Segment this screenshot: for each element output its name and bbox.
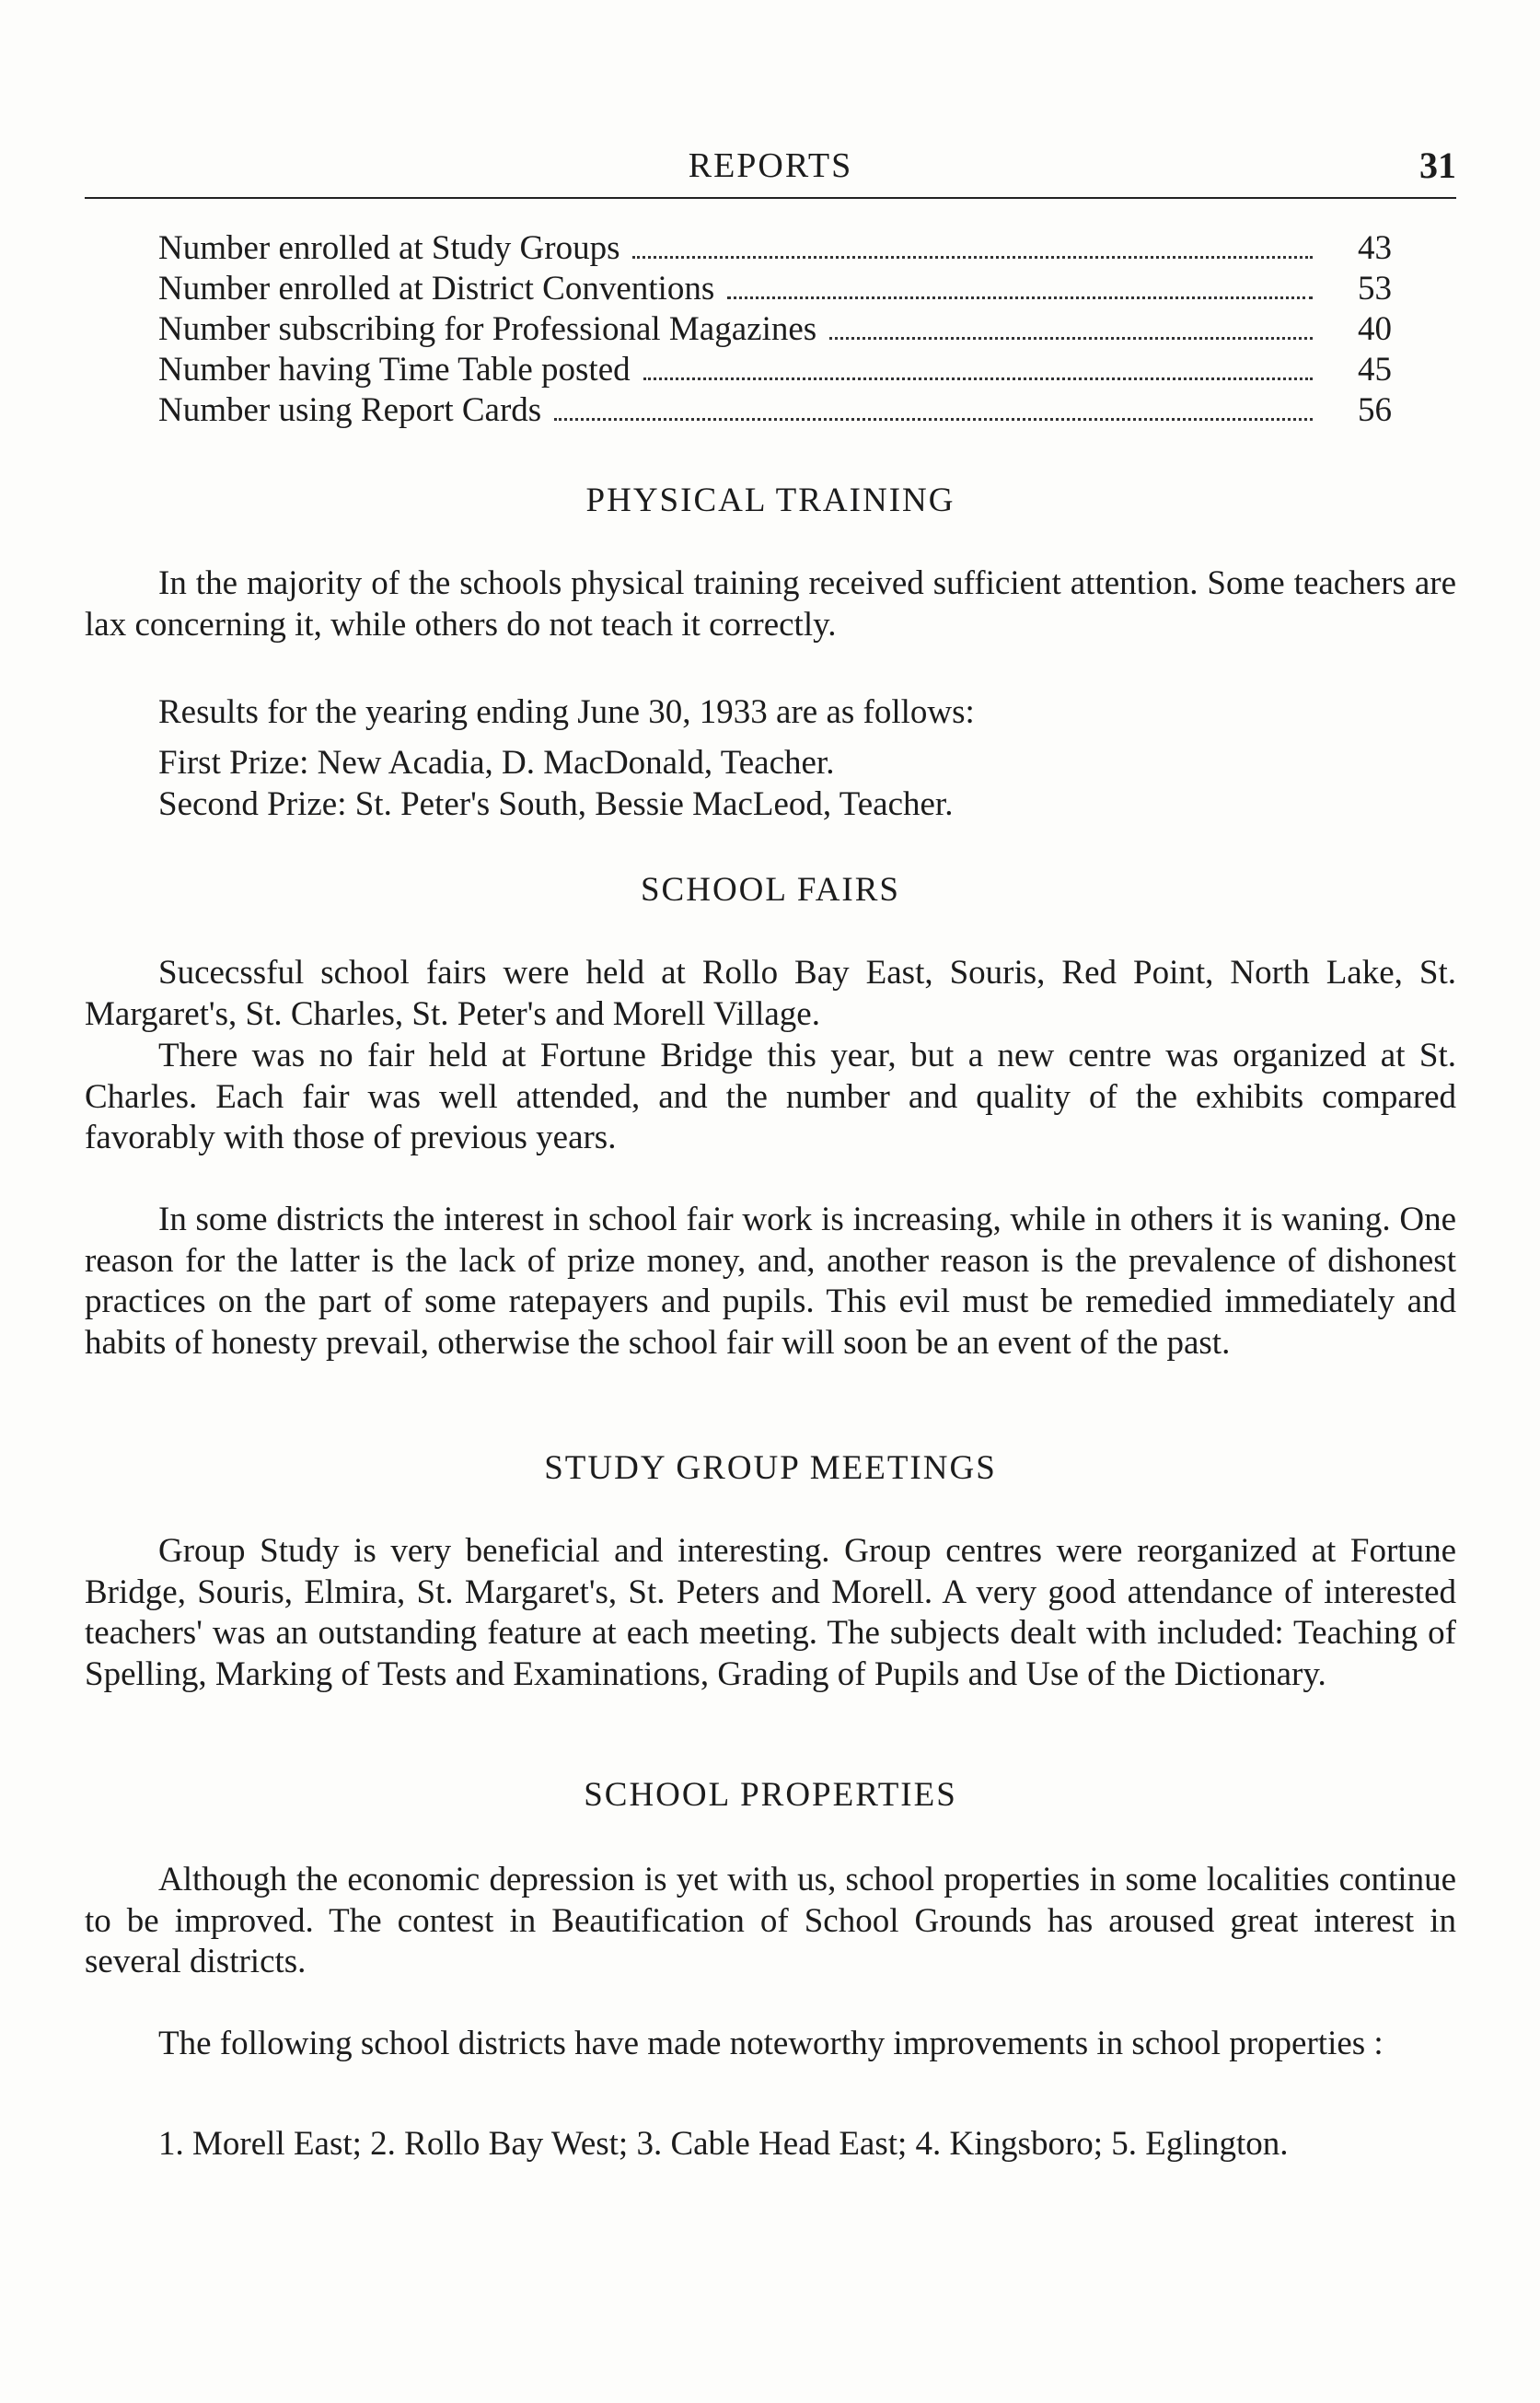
dot-leader [554, 418, 1313, 421]
stat-label: Number using Report Cards [158, 391, 542, 429]
stat-label: Number enrolled at District Conventions [158, 270, 715, 308]
school-fairs-paragraph-3: In some districts the interest in school fair work is increasing, while in others it is waning. One reason for the latter is the lack of prize money, and, another reason is the prevalence of dishonest practices on the part of some ratepayers and pupils. This evil must be remedied immediately and habits of honesty prevail, otherwise the school fair will soon be an event of the past. [85, 1201, 1456, 1362]
statistics-list [158, 228, 1392, 431]
stat-row [158, 309, 1392, 350]
dot-leader [727, 296, 1313, 299]
school-properties-paragraph-2: The following school districts have made noteworthy improvements in school properties : [158, 2025, 1384, 2062]
stat-value: 45 [1358, 351, 1392, 389]
dot-leader [643, 377, 1313, 380]
section-heading-physical-training: PHYSICAL TRAINING [585, 482, 955, 519]
stat-value: 56 [1358, 391, 1392, 429]
stat-row [158, 350, 1392, 390]
dot-leader [632, 256, 1313, 259]
stat-label: Number having Time Table posted [158, 351, 631, 389]
improved-districts-list: 1. Morell East; 2. Rollo Bay West; 3. Cable Head East; 4. Kingsboro; 5. Eglington. [158, 2125, 1289, 2163]
stat-row [158, 269, 1392, 309]
study-group-paragraph: Group Study is very beneficial and interesting. Group centres were reorganized at Fortune Bridge, Souris, Elmira, St. Margaret's, St. Peters and Morell. A very good attendance of interested teachers' was an outstanding feature at each meeting. The subjects dealt with included: Teaching of Spelling, Marking of Tests and Examinations, Grading of Pupils and Use of the Dictionary. [85, 1532, 1456, 1693]
running-title: REPORTS [688, 146, 853, 185]
section-heading-school-fairs: SCHOOL FAIRS [640, 871, 901, 909]
dot-leader [829, 337, 1313, 340]
stat-value: 43 [1358, 229, 1392, 267]
stat-row [158, 228, 1392, 269]
stat-label: Number subscribing for Professional Magazines [158, 310, 817, 348]
school-fairs-paragraph-1: Sucecssful school fairs were held at Rollo Bay East, Souris, Red Point, North Lake, St. Margaret's, St. Charles, St. Peter's and Morell Village. [85, 954, 1456, 1033]
second-prize: Second Prize: St. Peter's South, Bessie MacLeod, Teacher. [158, 785, 954, 823]
first-prize: First Prize: New Acadia, D. MacDonald, Teacher. [158, 744, 835, 782]
stat-value: 53 [1358, 270, 1392, 308]
stat-value: 40 [1358, 310, 1392, 348]
section-heading-study-group-meetings: STUDY GROUP MEETINGS [544, 1449, 997, 1487]
stat-label: Number enrolled at Study Groups [158, 229, 620, 267]
page-number: 31 [1419, 145, 1456, 186]
school-properties-paragraph-1: Although the economic depression is yet with us, school properties in some localities continue to be improved. The contest in Beautification of School Grounds has aroused great interest in several districts. [85, 1861, 1456, 1980]
section-heading-school-properties: SCHOOL PROPERTIES [584, 1776, 957, 1814]
school-fairs-paragraph-2: There was no fair held at Fortune Bridge this year, but a new centre was organized at St. Charles. Each fair was well attended, and the number and quality of the exhibits compared favorably with those of previous years. [85, 1037, 1456, 1156]
physical-training-paragraph: In the majority of the schools physical training received sufficient attention. Some teachers are lax concerning it, while others do not teach it correctly. [85, 564, 1456, 644]
running-header [85, 145, 1456, 192]
header-rule [85, 197, 1456, 199]
results-intro: Results for the yearing ending June 30, 1933 are as follows: [158, 693, 975, 731]
stat-row [158, 390, 1392, 431]
